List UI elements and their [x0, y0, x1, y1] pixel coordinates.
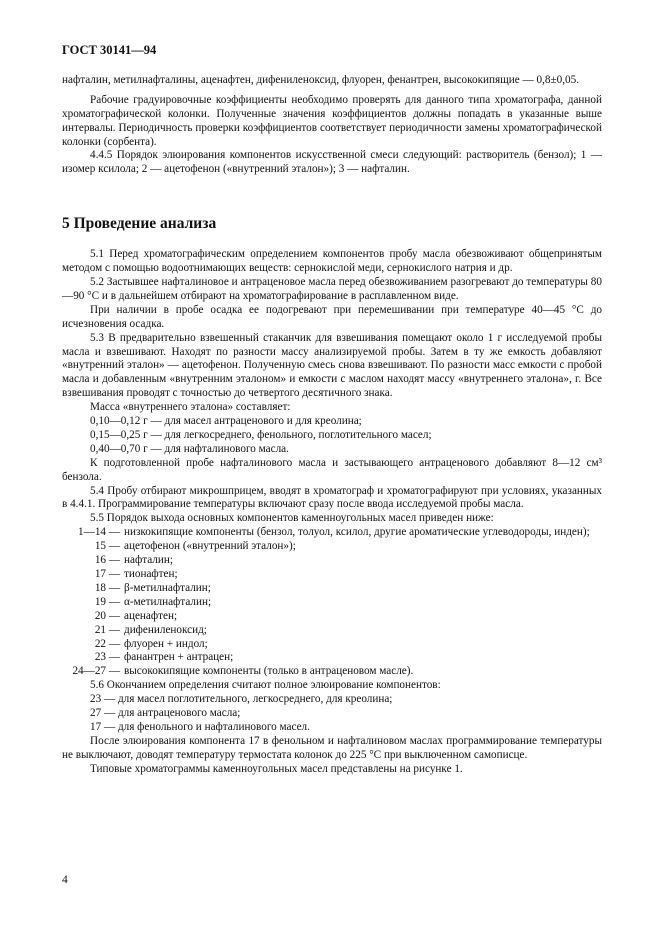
paragraph-5-4: 5.4 Пробу отбирают микрошприцем, вводят в хроматограф и хроматографируют при условиях, указанных в 4.4.1. Программирование температуры включают сразу после ввода исследуемой пробы масла.	[62, 484, 602, 511]
component-number: 18 —	[94, 581, 120, 594]
mass-list	[62, 415, 602, 457]
list-item: 0,40—0,70 г — для нафталинового масла.	[90, 442, 289, 455]
list-item	[62, 638, 602, 652]
list-item	[62, 596, 602, 610]
component-name: β-метилнафталин;	[124, 581, 211, 594]
list-item	[62, 651, 602, 665]
paragraph-5-3: 5.3 В предварительно взвешенный стаканчик для взвешивания помещают около 1 г исследуемой пробы масла и взвешивают. Находят по разности массу анализируемой пробы. Затем в ту же емкость добавляют «внутренний эталон» — ацетофенон. Полученную смесь снова взвешивают. По разности масс емкости с пробой масла и добавленным «внутренним эталоном» и емкости с маслом находят массу «внутреннего эталона», г. Все взвешивания проводят с точностью до четвертого десятичного знака.	[62, 331, 602, 400]
list-item	[62, 610, 602, 624]
list-item	[62, 526, 602, 540]
paragraph-4-4-5: 4.4.5 Порядок элюирования компонентов искусственной смеси следующий: растворитель (бензол); 1 — изомер ксилола; 2 — ацетофенон («внутренний эталон»); 3 — нафталин.	[62, 149, 602, 176]
component-number: 1—14 —	[78, 526, 120, 539]
end-components-list	[62, 693, 602, 735]
paragraph-figure-reference: Типовые хроматограммы каменноугольных масел представлены на рисунке 1.	[90, 762, 463, 775]
component-name: высококипящие компоненты (только в антраценовом масле).	[124, 665, 414, 678]
paragraph-5-2: 5.2 Застывшее нафталиновое и антраценовое масла перед обезвоживанием разогревают до температуры 80—90 °С и в дальнейшем отбирают на хроматографирование в расплавленном виде.	[62, 275, 602, 302]
document-page	[62, 44, 602, 777]
list-item	[62, 582, 602, 596]
list-item	[62, 665, 602, 679]
component-number: 22 —	[94, 637, 120, 650]
list-item	[62, 554, 602, 568]
paragraph-coefficients-end: нафталин, метилнафталины, аценафтен, дифениленоксид, флуорен, фенантрен, высококипящие — 0,8±0,05.	[62, 73, 579, 86]
paragraph-5-5: 5.5 Порядок выхода основных компонентов каменноугольных масел приведен ниже:	[90, 512, 494, 525]
component-number: 15 —	[94, 540, 120, 553]
list-item: 27 — для антраценового масла;	[90, 707, 241, 720]
document-header: ГОСТ 30141—94	[62, 43, 157, 57]
component-number: 24—27 —	[72, 665, 120, 678]
paragraph-benzene: К подготовленной пробе нафталинового масла и застывающего антраценового добавляют 8—12 см³ бензола.	[62, 456, 602, 483]
component-name: нафталин;	[124, 554, 173, 567]
section-title: 5 Проведение анализа	[62, 215, 217, 233]
component-name: ацетофенон («внутренний эталон»);	[124, 540, 296, 553]
paragraph-5-6: 5.6 Окончанием определения считают полное элюирование компонентов:	[90, 679, 441, 692]
component-name: фанантрен + антрацен;	[124, 651, 234, 664]
list-item	[62, 568, 602, 582]
component-number: 19 —	[94, 595, 120, 608]
component-name: α-метилнафталин;	[124, 595, 212, 608]
component-number: 23 —	[94, 651, 120, 664]
paragraph-calibration: Рабочие градуировочные коэффициенты необходимо проверять для данного типа хроматографа, данной хроматографической колонки. Полученные значения коэффициентов должны попадать в указанные выше интервалы. Периодичность проверки коэффициентов соответствует периодичности замены хроматографической колонки (сорбента).	[62, 93, 602, 148]
component-number: 16 —	[94, 554, 120, 567]
mass-intro: Масса «внутреннего эталона» составляет:	[90, 401, 291, 414]
list-item: 0,15—0,25 г — для легкосреднего, фенольного, поглотительного масел;	[90, 428, 432, 441]
list-item: 23 — для масел поглотительного, легкосреднего, для креолина;	[90, 693, 393, 706]
component-name: аценафтен;	[124, 609, 178, 622]
paragraph-5-2-sediment: При наличии в пробе осадка ее подогревают при перемешивании при температуре 40—45 °С до исчезновения осадка.	[62, 303, 602, 330]
paragraph-5-1: 5.1 Перед хроматографическим определением компонентов пробу масла обезвоживают общепринятым методом с помощью водоотнимающих веществ: сернокислой меди, сернокислого натрия и др.	[62, 248, 602, 275]
paragraph-after-elution: После элюирования компонента 17 в фенольном и нафталиновом маслах программирование температуры не выключают, доводят температуру термостата колонок до 225 °С при выключенном самописце.	[62, 734, 602, 761]
components-list	[62, 526, 602, 679]
component-name: низкокипящие компоненты (бензол, толуол, ксилол, другие ароматические углеводороды, инден);	[124, 526, 590, 539]
component-number: 20 —	[94, 609, 120, 622]
list-item	[62, 540, 602, 554]
component-number: 21 —	[94, 623, 120, 636]
page-number: 4	[62, 874, 68, 886]
list-item	[62, 624, 602, 638]
component-number: 17 —	[94, 568, 120, 580]
component-name: тионафтен;	[124, 568, 178, 580]
list-item: 0,10—0,12 г — для масел антраценового и для креолина;	[90, 415, 362, 428]
component-name: флуорен + индол;	[124, 637, 208, 650]
list-item: 17 — для фенольного и нафталинового масел.	[90, 720, 310, 733]
component-name: дифениленоксид;	[124, 623, 207, 636]
